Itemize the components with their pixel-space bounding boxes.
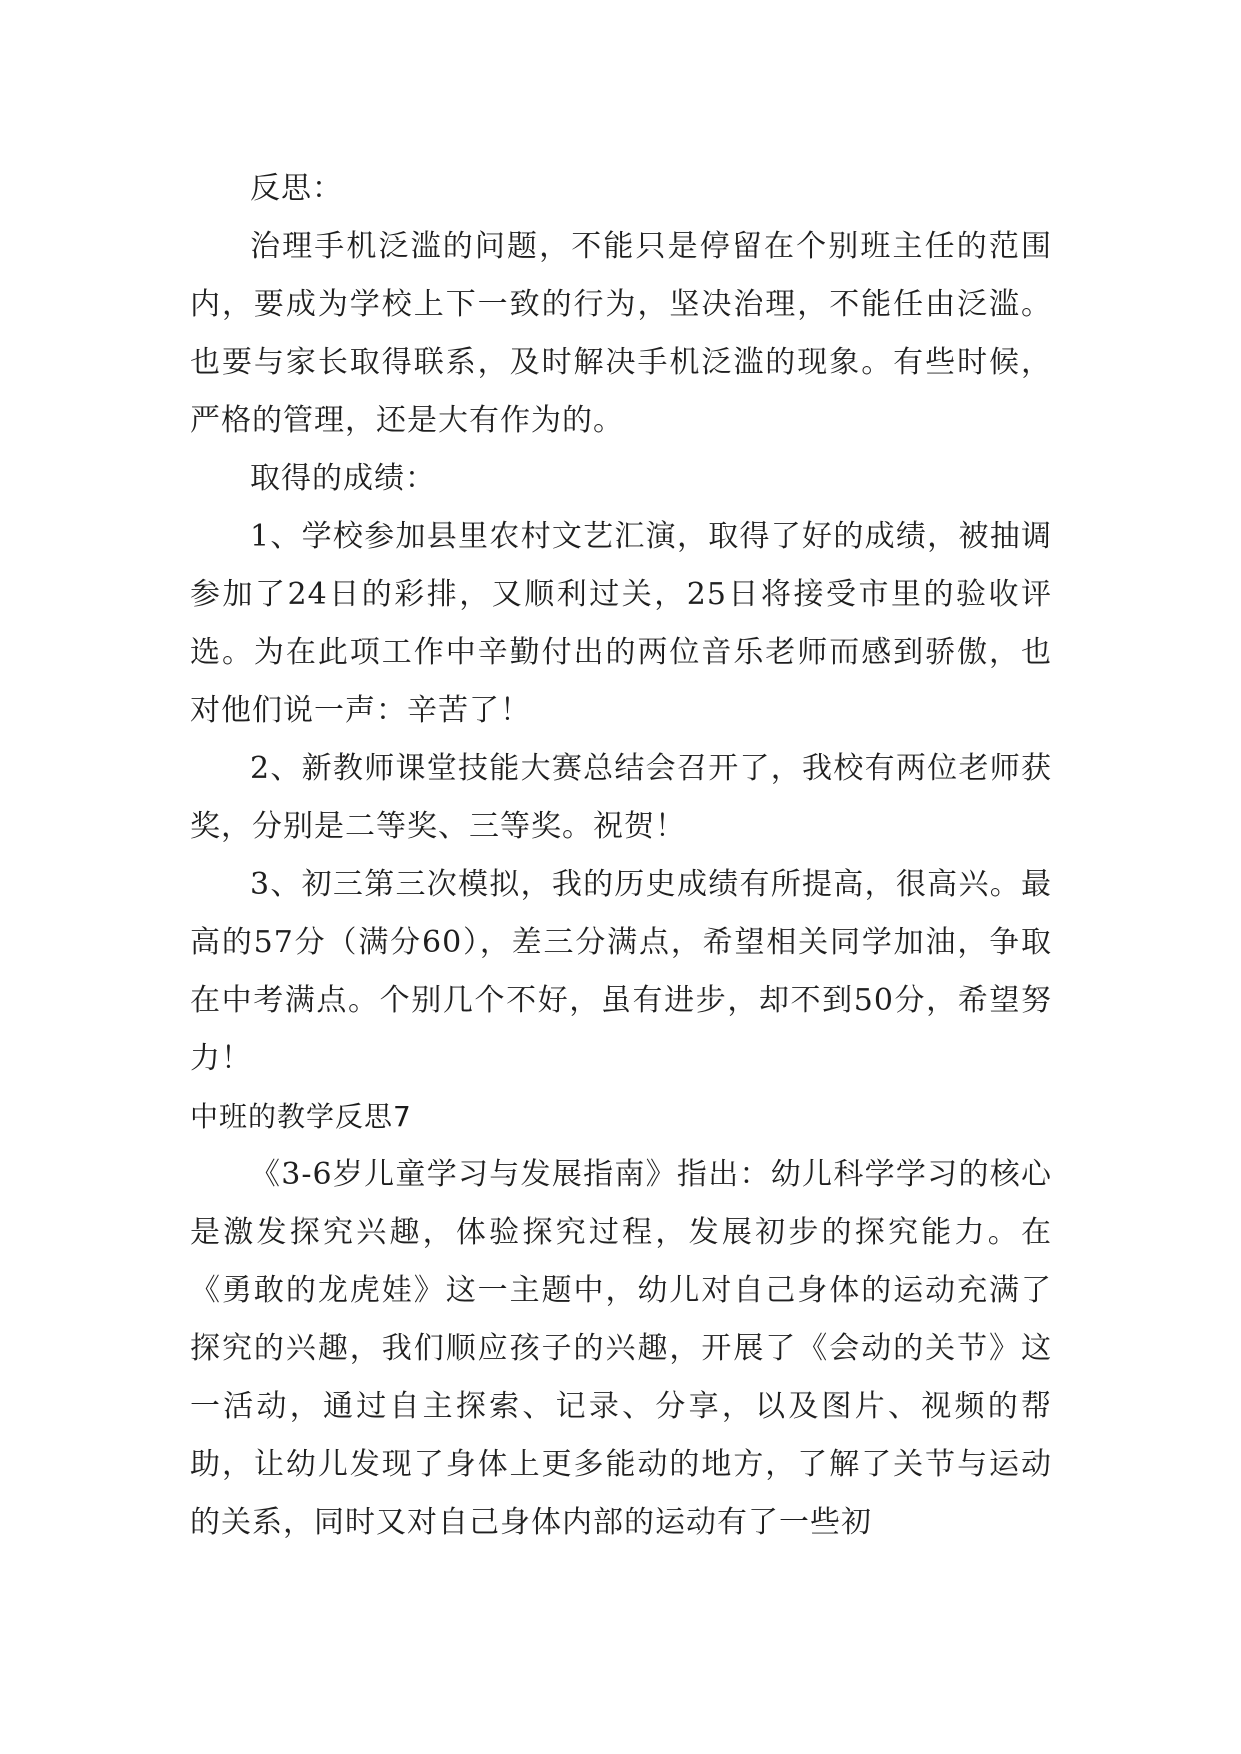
paragraph-phone-management: 治理手机泛滥的问题，不能只是停留在个别班主任的范围内，要成为学校上下一致的行为，坚决治理，不能任由泛滥。也要与家长取得联系，及时解决手机泛滥的现象。有些时候，严格的管理，还是大有作为的。 [190, 229, 1052, 438]
section-heading: 中班的教学反思7 [190, 1100, 412, 1133]
paragraph-achievement-3: 3、初三第三次模拟，我的历史成绩有所提高，很高兴。最高的57分（满分60），差三分满点，希望相关同学加油，争取在中考满点。个别几个不好，虽有进步，却不到50分，希望努力！ [190, 867, 1052, 1076]
paragraph-achievements-label: 取得的成绩： [250, 461, 436, 496]
section-paragraph-1: 《3-6岁儿童学习与发展指南》指出：幼儿科学学习的核心是激发探究兴趣，体验探究过程，发展初步的探究能力。在《勇敢的龙虎娃》这一主题中，幼儿对自己身体的运动充满了探究的兴趣，我们顺应孩子的兴趣，开展了《会动的关节》这一活动，通过自主探索、记录、分享，以及图片、视频的帮助，让幼儿发现了身体上更多能动的地方，了解了关节与运动的关系，同时又对自己身体内部的运动有了一些初 [190, 1157, 1052, 1540]
paragraph-achievement-2: 2、新教师课堂技能大赛总结会召开了，我校有两位老师获奖，分别是二等奖、三等奖。祝贺！ [190, 751, 1052, 844]
paragraph-achievement-1: 1、学校参加县里农村文艺汇演，取得了好的成绩，被抽调参加了24日的彩排，又顺利过关，25日将接受市里的验收评选。为在此项工作中辛勤付出的两位音乐老师而感到骄傲，也对他们说一声：辛苦了！ [190, 519, 1052, 728]
document-body [190, 160, 1052, 1552]
paragraph-reflection-label: 反思： [250, 171, 343, 206]
